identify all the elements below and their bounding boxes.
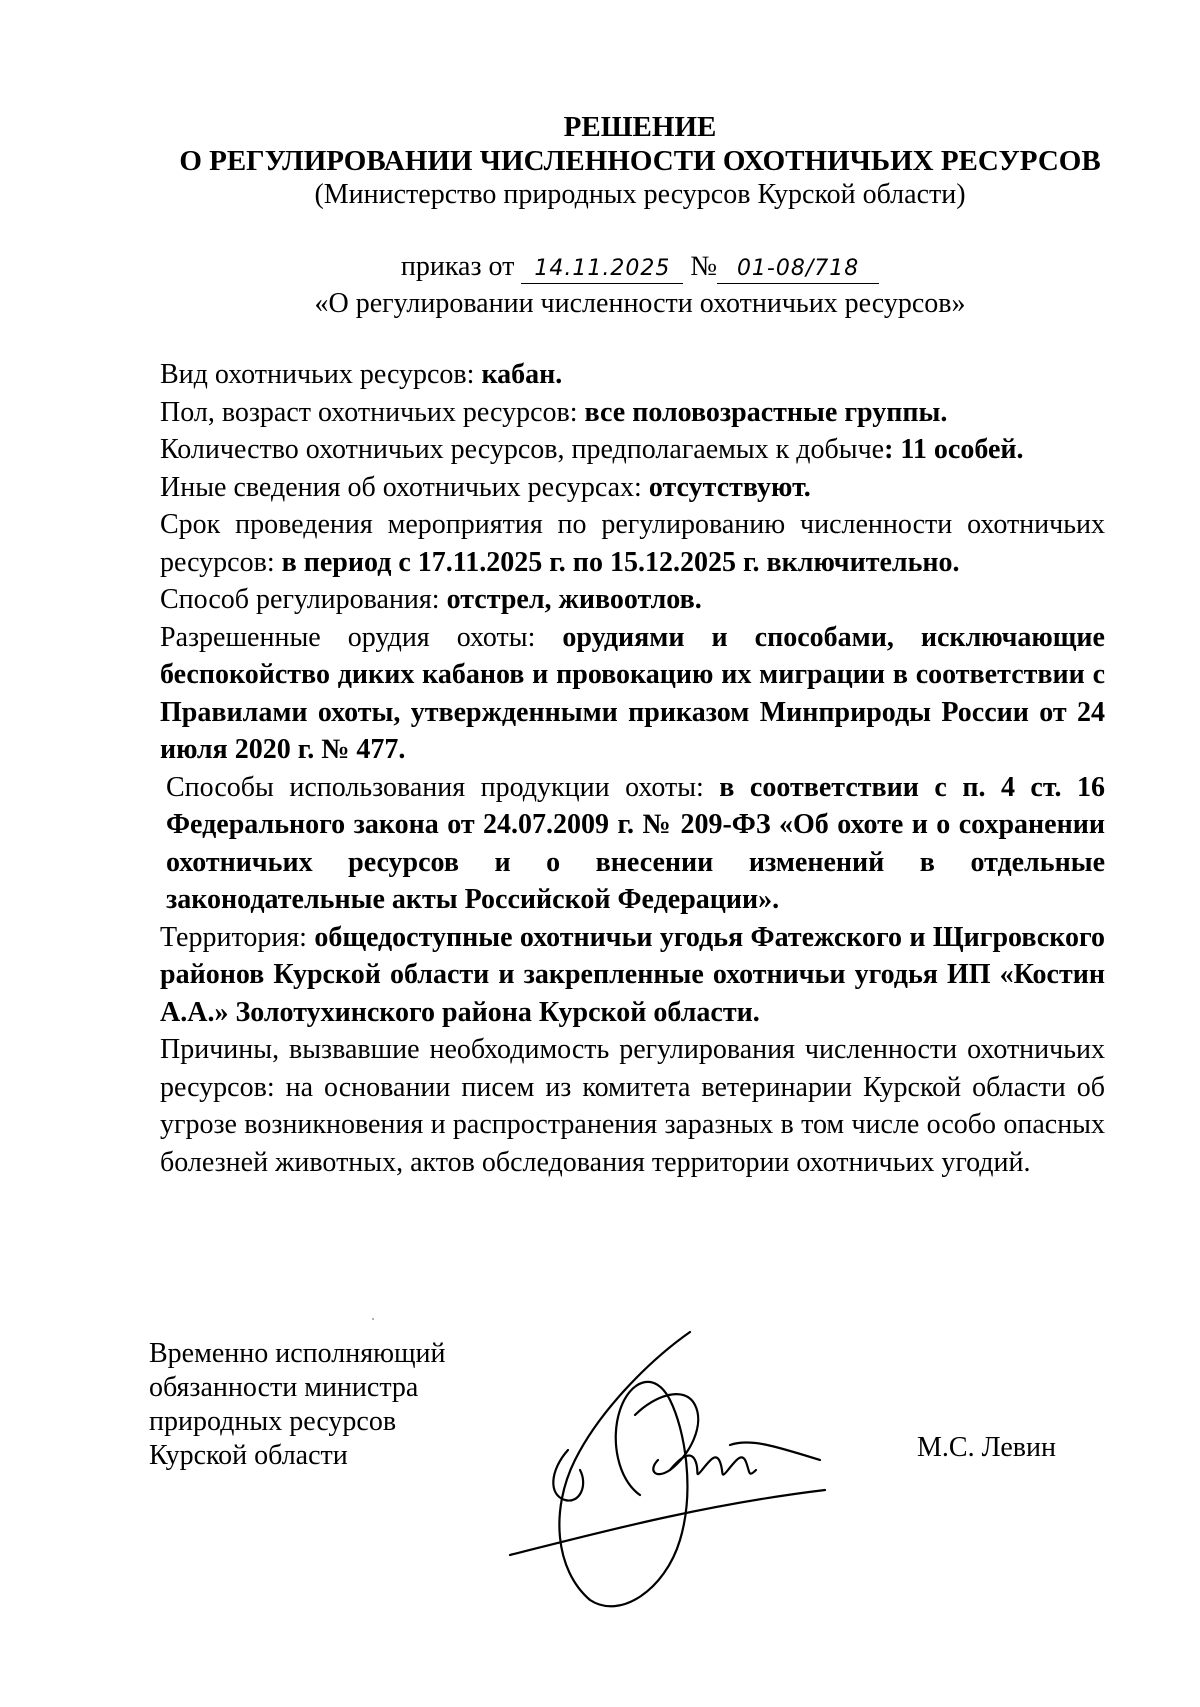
- period-value: в период с 17.11.2025 г. по 15.12.2025 г. включительно.: [281, 546, 960, 578]
- title-block: [120, 110, 1160, 212]
- method-label: Способ регулирования:: [160, 584, 447, 615]
- method-value: отстрел, живоотлов.: [446, 584, 702, 615]
- tools-paragraph: [160, 619, 1105, 769]
- order-line: [120, 250, 1160, 284]
- position-line-4: Курской области: [149, 1440, 348, 1471]
- usage-paragraph: [160, 769, 1105, 919]
- position-line-2: обязанности министра: [149, 1372, 419, 1403]
- other-info-paragraph: [160, 469, 1105, 507]
- order-prefix: приказ от: [400, 251, 515, 282]
- reasons-paragraph: Причины, вызвавшие необходимость регулирования численности охотничьих ресурсов: на основании писем из комитета ветеринарии Курской области об угрозе возникновения и распространения заразных в том числе особо опасных болезней животных, актов обследования территории охотничьих угодий.: [160, 1034, 1105, 1178]
- usage-label: Способы использования продукции охоты:: [166, 771, 720, 803]
- species-label: Вид охотничьих ресурсов:: [160, 359, 482, 390]
- tools-value: орудиями и способами, исключающие беспокойство диких кабанов и провокацию их миграции в соответствии с Правилами охоты, утвержденными приказом Минприроды России от 24 июля 2020 г. № 477.: [160, 621, 1105, 765]
- ministry-name: (Министерство природных ресурсов Курской области): [314, 179, 966, 210]
- order-date-handwritten: 14.11.2025: [521, 255, 683, 284]
- quantity-value: : 11 особей.: [884, 434, 1024, 465]
- signatory-position: [149, 1337, 446, 1473]
- sex-age-paragraph: [160, 394, 1105, 432]
- species-paragraph: [160, 356, 1105, 394]
- usage-value: в соответствии с п. 4 ст. 16 Федерального закона от 24.07.2009 г. № 209-ФЗ «Об охоте и о сохранении охотничьих ресурсов и о внесении изменений в отдельные законодательные акты Российской Федерации».: [166, 771, 1105, 915]
- order-number-label: №: [690, 251, 718, 282]
- territory-label: Территория:: [160, 921, 315, 953]
- other-info-value: отсутствуют.: [648, 471, 811, 503]
- sex-age-label: Пол, возраст охотничьих ресурсов:: [160, 396, 585, 428]
- quantity-label: Количество охотничьих ресурсов, предполагаемых к добыче: [160, 434, 885, 465]
- document-subtitle: О РЕГУЛИРОВАНИИ ЧИСЛЕННОСТИ ОХОТНИЧЬИХ РЕСУРСОВ: [179, 145, 1101, 177]
- scan-speck: [372, 1318, 374, 1320]
- signatory-name: М.С. Левин: [917, 1432, 1056, 1463]
- document-title: РЕШЕНИЕ: [563, 111, 717, 143]
- species-value: кабан.: [481, 359, 563, 390]
- sex-age-value: все половозрастные группы.: [584, 396, 948, 428]
- position-line-1: Временно исполняющий: [149, 1338, 446, 1369]
- order-number-handwritten: 01-08/718: [717, 255, 879, 284]
- quantity-paragraph: [160, 431, 1105, 469]
- position-line-3: природных ресурсов: [149, 1406, 397, 1437]
- territory-paragraph: [160, 919, 1105, 1032]
- territory-value: общедоступные охотничьи угодья Фатежского и Щигровского районов Курской области и закрепленные охотничьи угодья ИП «Костин А.А.» Золотухинского района Курской области.: [160, 921, 1105, 1028]
- period-paragraph: [160, 506, 1105, 581]
- period-label: Срок проведения мероприятия по регулированию численности охотничьих ресурсов:: [160, 509, 1105, 578]
- other-info-label: Иные сведения об охотничьих ресурсах:: [160, 471, 649, 503]
- handwritten-signature: [480, 1320, 840, 1620]
- method-paragraph: [160, 581, 1105, 619]
- order-name: «О регулировании численности охотничьих ресурсов»: [314, 288, 966, 319]
- document-body: [160, 356, 1105, 1181]
- tools-label: Разрешенные орудия охоты:: [160, 621, 563, 653]
